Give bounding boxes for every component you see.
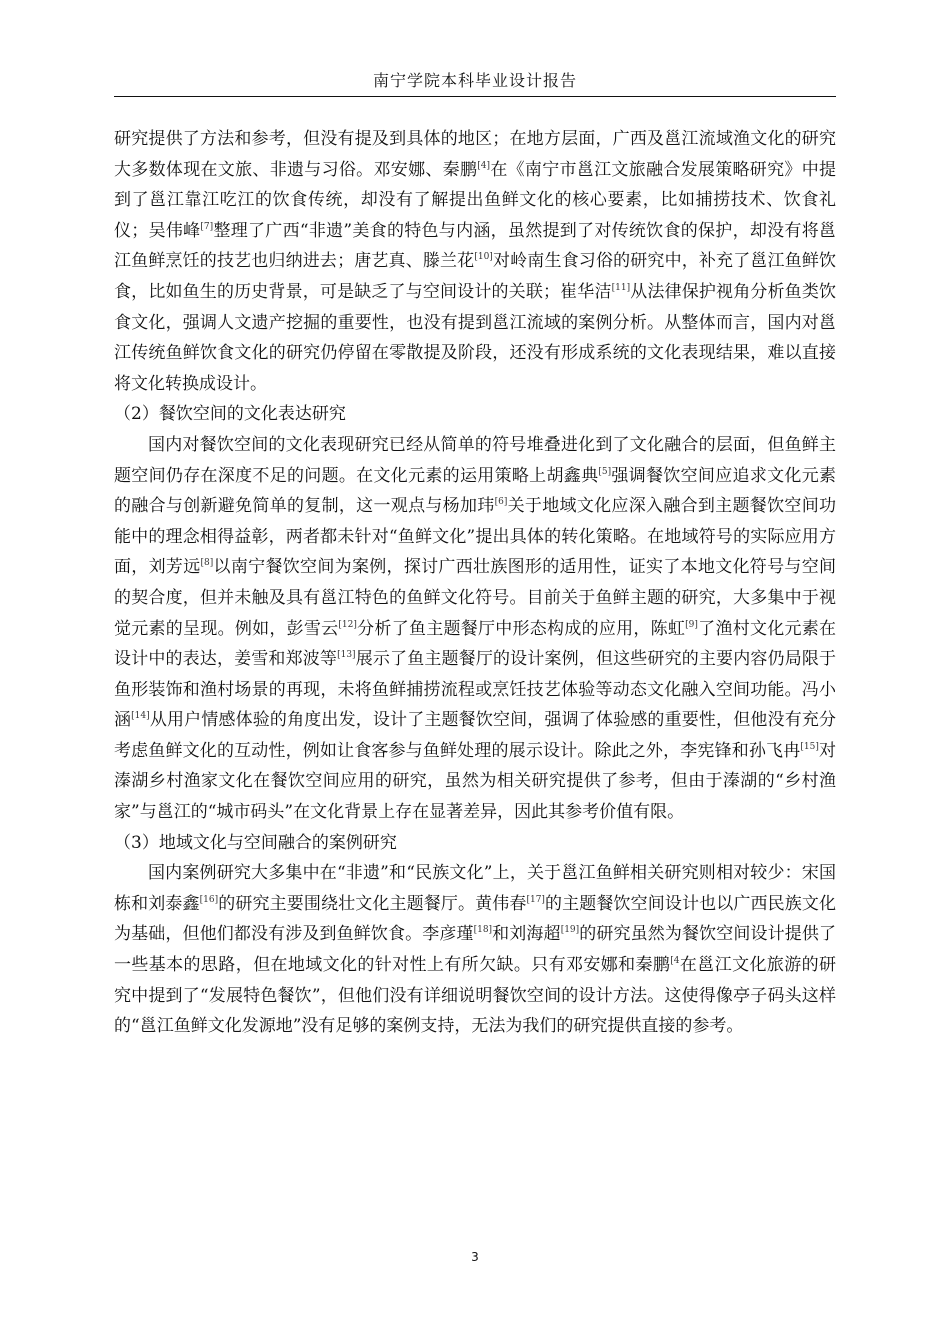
citation-ref: [17] xyxy=(526,894,545,905)
text-run: 从用户情感体验的角度出发，设计了主题餐饮空间，强调了体验感的重要性，但他没有充分考虑鱼鲜文化的互动性，例如让食客参与鱼鲜处理的展示设计。除此之外，李宪锋和孙飞冉 xyxy=(114,710,837,761)
citation-ref: [7] xyxy=(200,221,214,232)
text-run: 国内案例研究大多集中在“非遗”和“民族文化”上，关于邕江鱼鲜相关研究则相对较少：宋国栋和刘泰鑫 xyxy=(114,863,836,914)
text-run: 在《南宁市邕江文旅融合发展策略研究》中提到了邕江靠江吃江的饮食传统，却没有了解提出鱼鲜文化的核心要素，比如捕捞技术、饮食礼仪；吴伟峰 xyxy=(114,159,837,241)
citation-ref: [10] xyxy=(474,252,493,263)
citation-ref: [8] xyxy=(200,558,214,569)
text-run: 以南宁餐饮空间为案例，探讨广西壮族图形的适用性，证实了本地文化符号与空间的契合度，但并未触及具有邕江特色的鱼鲜文化符号。目前关于鱼鲜主题的研究，大多集中于视觉元素的呈现。例如，彭雪云 xyxy=(114,557,837,639)
citation-ref: [14] xyxy=(131,711,150,722)
citation-ref: [18] xyxy=(473,925,493,936)
text-run: 了渔村文化元素在设计中的表达，姜雪和郑波等 xyxy=(114,618,837,670)
paragraph-case-studies xyxy=(114,858,836,1042)
text-run: 研究提供了方法和参考，但没有提及到具体的地区；在地方层面，广西及邕江流域渔文化的研究大多数体现在文旅、非遗与习俗。邓安娜、秦鹏 xyxy=(114,129,836,180)
text-run: 国内对餐饮空间的文化表现研究已经从简单的符号堆叠进化到了文化融合的层面，但鱼鲜主题空间仍存在深度不足的问题。在文化元素的运用策略上胡鑫典 xyxy=(114,434,836,486)
text-run: 的研究主要围绕壮文化主题餐厅。黄伟春 xyxy=(218,893,527,914)
text-run: 关于地域文化应深入融合到主题餐饮空间功能中的理念相得益彰，两者都未针对“鱼鲜文化”提出具体的转化策略。在地域符号的实际应用方面，刘芳远 xyxy=(114,496,837,578)
document-body xyxy=(114,124,836,1042)
citation-ref: [19] xyxy=(560,925,580,936)
paragraph-local-research xyxy=(114,124,836,399)
text-run: 对溱湖乡村渔家文化在餐饮空间应用的研究，虽然为相关研究提供了参考，但由于溱湖的“乡村渔家”与邕江的“城市码头”在文化背景上存在显著差异，因此其参考价值有限。 xyxy=(114,740,837,823)
text-run: 在邕江文化旅游的研究中提到了“发展特色餐饮”，但他们没有详细说明餐饮空间的设计方法。这使得像亭子码头这样的“邕江鱼鲜文化发源地”没有足够的案例支持，无法为我们的研究提供直接的参考。 xyxy=(114,955,837,1037)
citation-ref: [11] xyxy=(611,282,631,293)
text-run: 和刘海超 xyxy=(492,924,561,945)
citation-ref: [4] xyxy=(477,160,491,171)
text-run: 的研究虽然为餐饮空间设计提供了一些基本的思路，但在地域文化的针对性上有所欠缺。只有邓安娜和秦鹏 xyxy=(114,924,837,976)
section-heading-2: （2）餐饮空间的文化表达研究 xyxy=(114,404,346,425)
text-run: 整理了广西“非遗”美食的特色与内涵，虽然提到了对传统饮食的保护，却没有将邕江鱼鲜烹饪的技艺也归纳进去；唐艺真、滕兰花 xyxy=(114,220,836,272)
page-header-title: 南宁学院本科毕业设计报告 xyxy=(372,71,577,90)
citation-ref: [12] xyxy=(338,619,357,630)
citation-ref: [15] xyxy=(800,741,819,752)
header-rule xyxy=(114,96,836,97)
page-number: 3 xyxy=(471,1250,479,1264)
text-run: 分析了鱼主题餐厅中形态构成的应用，陈虹 xyxy=(356,618,686,639)
text-run: 从法律保护视角分析鱼类饮食文化，强调人文遗产挖掘的重要性，也没有提到邕江流域的案例分析。从整体而言，国内对邕江传统鱼鲜饮食文化的研究仍停留在零散提及阶段，还没有形成系统的文化表现结果，难以直接将文化转换成设计。 xyxy=(114,281,837,394)
text-run: 展示了鱼主题餐厅的设计案例，但这些研究的主要内容仍局限于鱼形装饰和渔村场景的再现，未将鱼鲜捕捞流程或烹饪技艺体验等动态文化融入空间功能。冯小涵 xyxy=(114,649,837,731)
citation-ref: [13] xyxy=(337,650,356,661)
text-run: 对岭南生食习俗的研究中，补充了邕江鱼鲜饮食，比如鱼生的历史背景，可是缺乏了与空间设计的关联；崔华洁 xyxy=(114,251,837,302)
text-run: 的主题餐饮空间设计也以广西民族文化为基础，但他们都没有涉及到鱼鲜饮食。李彦瑾 xyxy=(114,893,837,945)
text-run: 强调餐饮空间应追求文化元素的融合与创新避免简单的复制，这一观点与杨加玮 xyxy=(114,465,837,517)
citation-ref: [6] xyxy=(494,497,508,508)
citation-ref: [16] xyxy=(199,894,219,905)
citation-ref: [4 xyxy=(670,956,680,967)
citation-ref: [9] xyxy=(685,619,698,630)
section-heading-3: （3）地域文化与空间融合的案例研究 xyxy=(114,832,397,853)
citation-ref: [5] xyxy=(598,466,612,477)
paragraph-cultural-expression xyxy=(114,430,836,828)
